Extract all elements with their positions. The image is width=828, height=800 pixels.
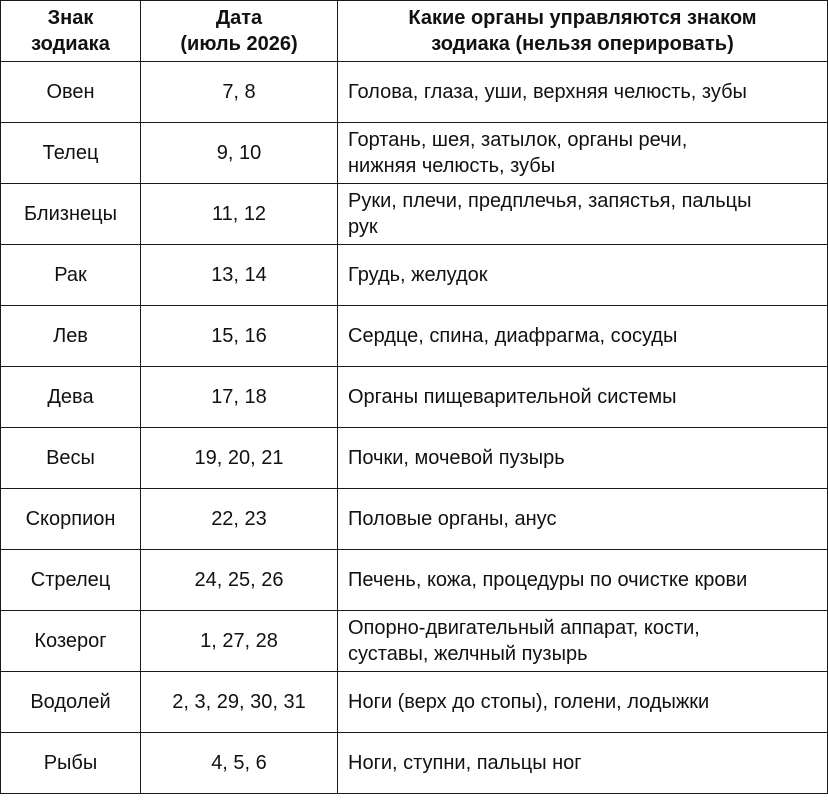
organs-cell	[338, 672, 828, 733]
date-cell: 22, 23	[141, 489, 338, 550]
table-body	[1, 62, 828, 794]
table-row	[1, 245, 828, 306]
zodiac-sign-cell: Водолей	[1, 672, 141, 733]
zodiac-sign-cell: Рак	[1, 245, 141, 306]
table-row	[1, 733, 828, 794]
organs-cell	[338, 123, 828, 184]
table-row	[1, 367, 828, 428]
date-cell: 1, 27, 28	[141, 611, 338, 672]
organs-text-line: Руки, плечи, предплечья, запястья, пальцы	[348, 190, 752, 212]
date-cell: 4, 5, 6	[141, 733, 338, 794]
organs-text-line: нижняя челюсть, зубы	[348, 155, 556, 177]
organs-cell	[338, 245, 828, 306]
zodiac-sign-cell: Лев	[1, 306, 141, 367]
table-row	[1, 184, 828, 245]
header-date: Дата (июль 2026)	[141, 1, 338, 62]
organs-text-line: Сердце, спина, диафрагма, сосуды	[348, 325, 678, 347]
table-row	[1, 62, 828, 123]
header-row	[1, 1, 828, 62]
zodiac-sign-cell: Весы	[1, 428, 141, 489]
table-row	[1, 428, 828, 489]
organs-text-line: Опорно-двигательный аппарат, кости,	[348, 617, 700, 639]
organs-text-line: Грудь, желудок	[348, 264, 488, 286]
organs-cell	[338, 306, 828, 367]
organs-cell	[338, 550, 828, 611]
organs-text-line: суставы, желчный пузырь	[348, 643, 588, 665]
date-cell: 11, 12	[141, 184, 338, 245]
organs-text-line: Органы пищеварительной системы	[348, 386, 677, 408]
table-row	[1, 550, 828, 611]
zodiac-sign-cell: Овен	[1, 62, 141, 123]
zodiac-sign-cell: Стрелец	[1, 550, 141, 611]
organs-text-line: Ноги, ступни, пальцы ног	[348, 752, 582, 774]
organs-text-line: Гортань, шея, затылок, органы речи,	[348, 129, 688, 151]
zodiac-sign-cell: Рыбы	[1, 733, 141, 794]
organs-text-line: Половые органы, анус	[348, 508, 557, 530]
header-sign: Знак зодиака	[1, 1, 141, 62]
zodiac-sign-cell: Дева	[1, 367, 141, 428]
table-row	[1, 123, 828, 184]
organs-cell	[338, 62, 828, 123]
organs-cell	[338, 184, 828, 245]
zodiac-sign-cell: Близнецы	[1, 184, 141, 245]
date-cell: 7, 8	[141, 62, 338, 123]
zodiac-sign-cell: Козерог	[1, 611, 141, 672]
table-row	[1, 489, 828, 550]
date-cell: 15, 16	[141, 306, 338, 367]
date-cell: 19, 20, 21	[141, 428, 338, 489]
date-cell: 17, 18	[141, 367, 338, 428]
organs-cell	[338, 367, 828, 428]
organs-text-line: Почки, мочевой пузырь	[348, 447, 565, 469]
organs-cell	[338, 489, 828, 550]
date-cell: 2, 3, 29, 30, 31	[141, 672, 338, 733]
zodiac-sign-cell: Телец	[1, 123, 141, 184]
organs-text-line: рук	[348, 216, 378, 238]
zodiac-sign-cell: Скорпион	[1, 489, 141, 550]
date-cell: 13, 14	[141, 245, 338, 306]
organs-cell	[338, 428, 828, 489]
organs-cell	[338, 611, 828, 672]
organs-text-line: Голова, глаза, уши, верхняя челюсть, зубы	[348, 81, 747, 103]
header-organs: Какие органы управляются знаком зодиака (нельзя оперировать)	[338, 1, 828, 62]
date-cell: 24, 25, 26	[141, 550, 338, 611]
organs-text-line: Печень, кожа, процедуры по очистке крови	[348, 569, 748, 591]
organs-text-line: Ноги (верх до стопы), голени, лодыжки	[348, 691, 710, 713]
date-cell: 9, 10	[141, 123, 338, 184]
table-row	[1, 611, 828, 672]
table-row	[1, 672, 828, 733]
table-row	[1, 306, 828, 367]
organs-cell	[338, 733, 828, 794]
